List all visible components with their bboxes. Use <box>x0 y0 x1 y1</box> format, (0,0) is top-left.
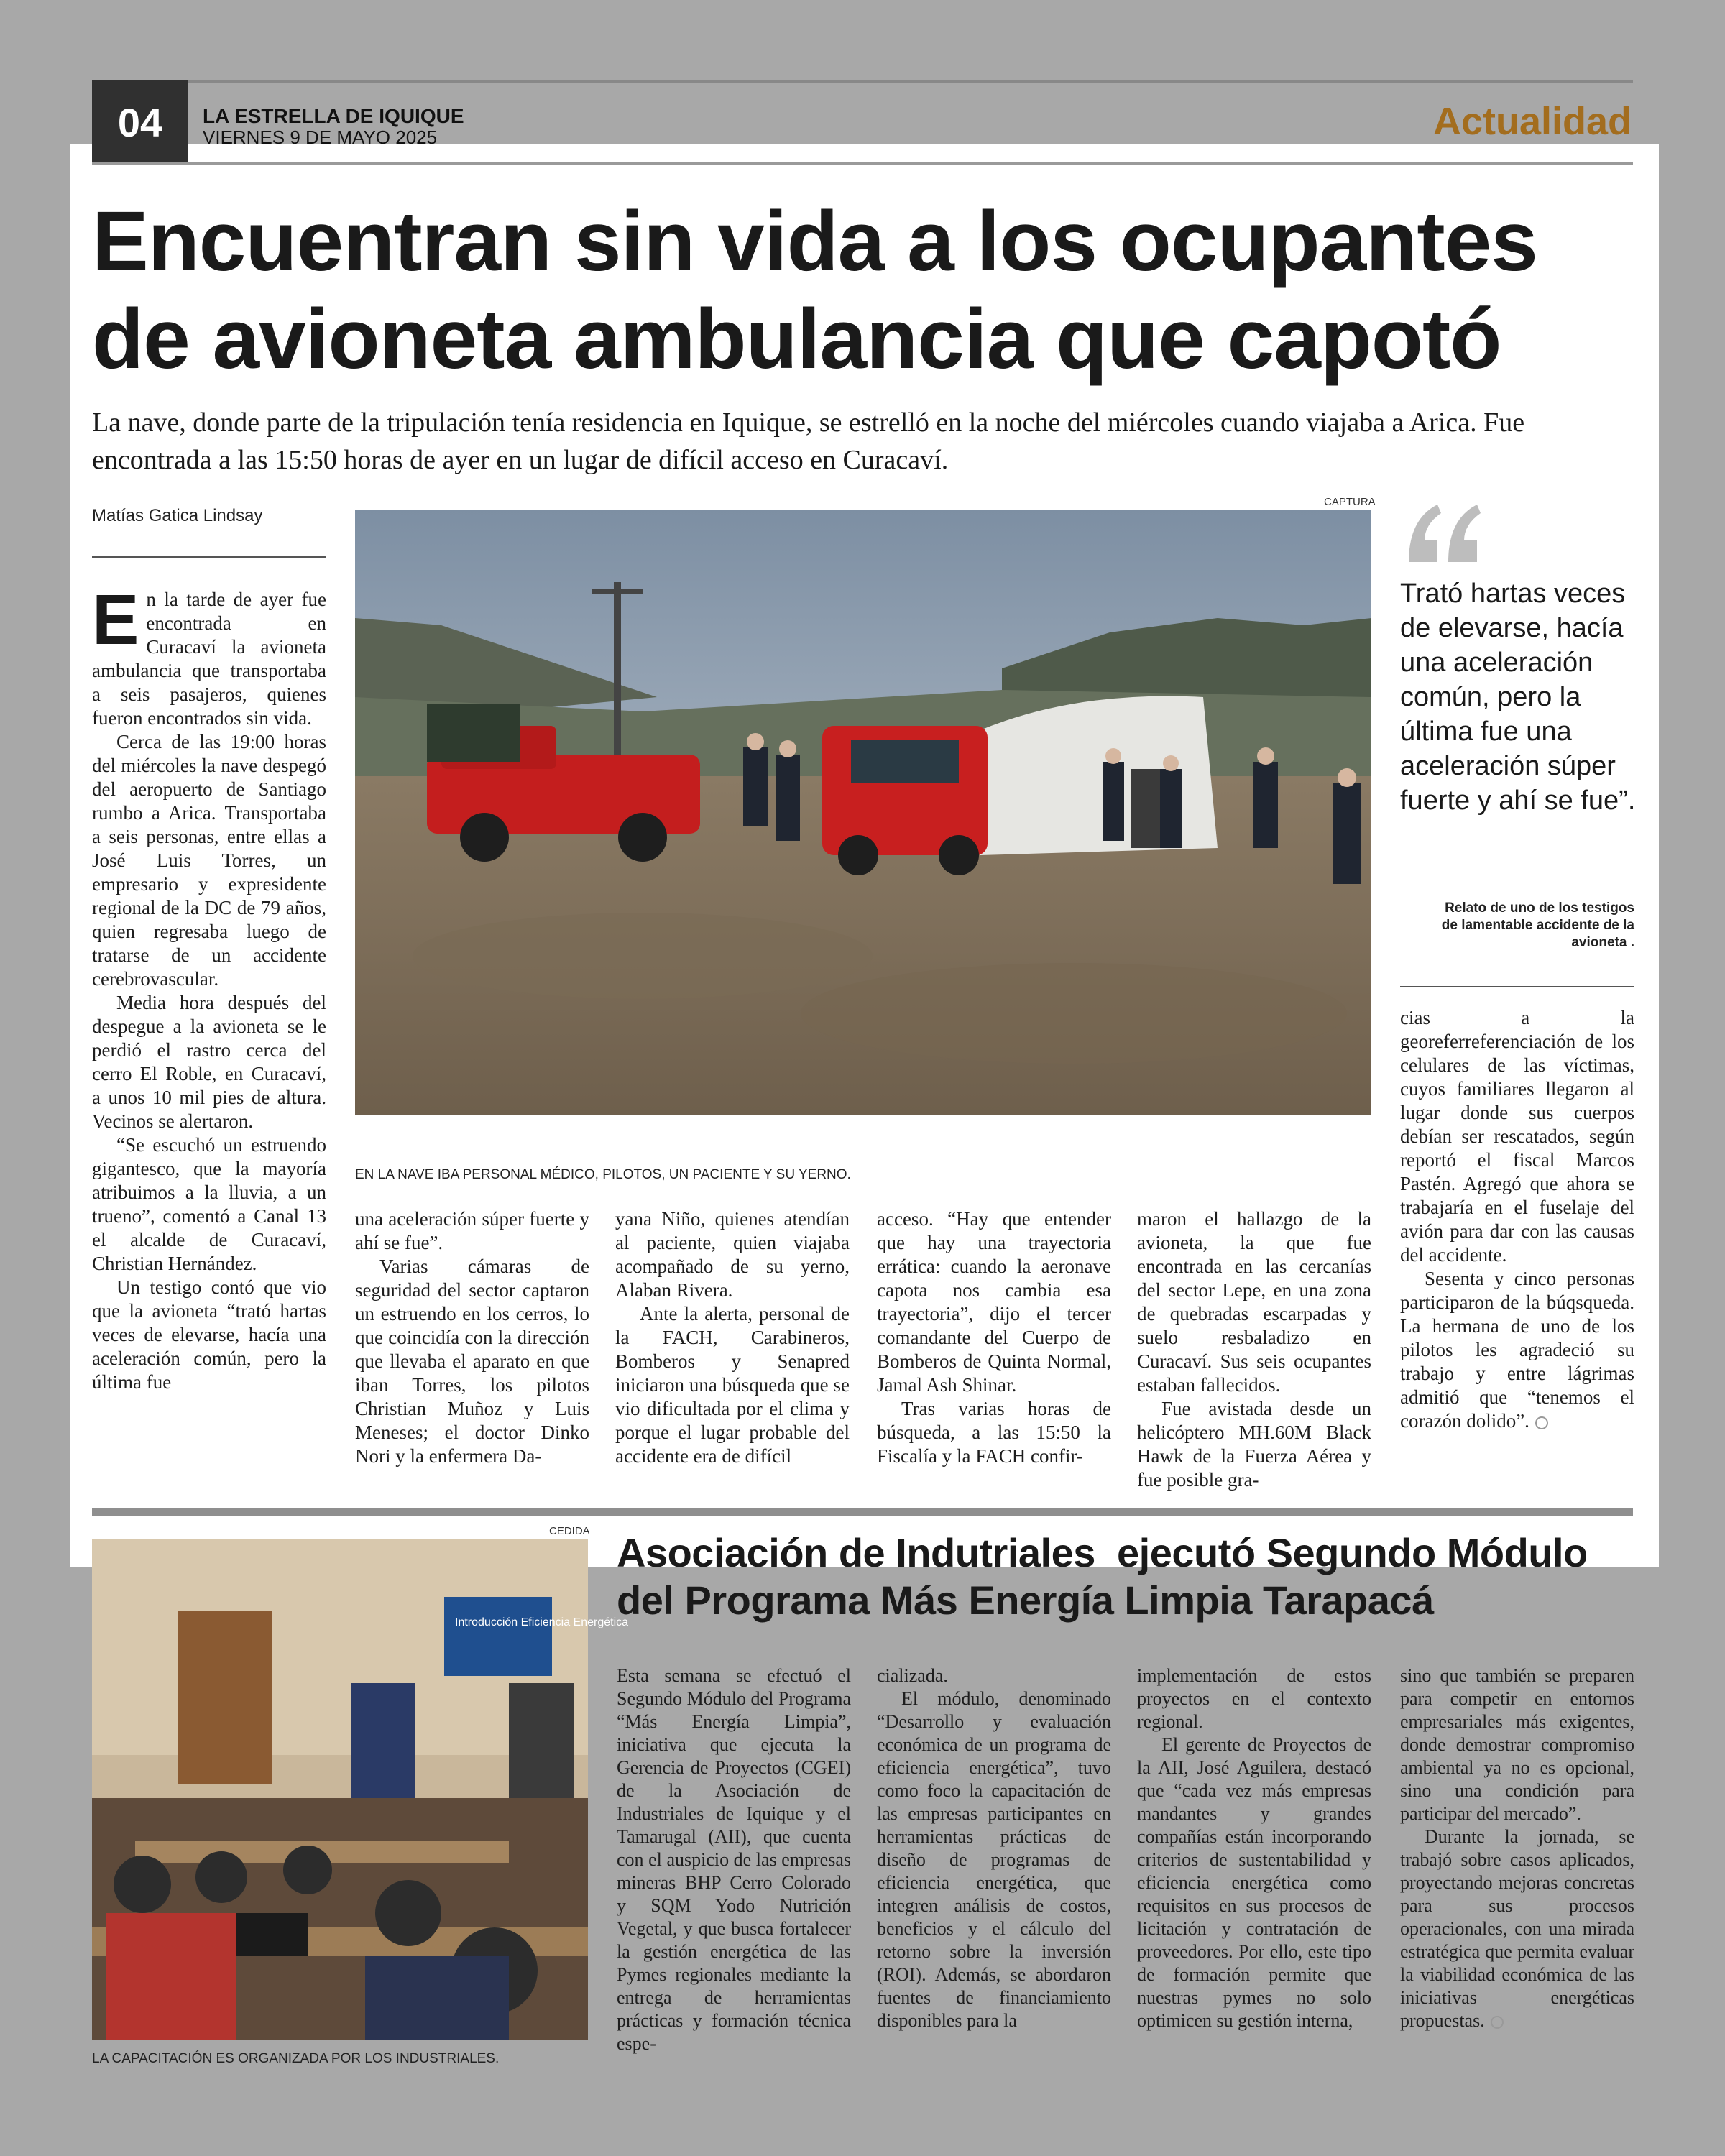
article2-column-1 <box>617 1664 851 2055</box>
paragraph: Cerca de las 19:00 horas del miércoles la nave despegó del aeropuerto de Santiago rumbo a Arica. Transportaba a seis personas, entre ellas a José Luis Torres, un empresario y expresidente regional de la DC de 79 años, quien regresaba luego de tratarse de un accidente cerebrovascular. <box>92 731 326 990</box>
article-column-5 <box>1137 1207 1371 1492</box>
issue-date: VIERNES 9 DE MAYO 2025 <box>203 126 438 148</box>
photo-credit-2: CEDIDA <box>549 1525 590 1537</box>
dropcap: E <box>92 580 139 659</box>
paragraph <box>1400 1267 1634 1433</box>
byline-rule <box>92 556 326 558</box>
top-rule <box>92 80 1633 83</box>
pull-quote-source: Relato de uno de los testigos de lamentable accidente de la avioneta . <box>1441 900 1634 950</box>
paragraph: Media hora después del despegue a la avioneta se le perdió el rastro cerca del cerro El Roble, en Curacaví, a unos 10 mil pies de altura. Vecinos se alertaron. <box>92 992 326 1132</box>
end-of-article-icon <box>1535 1416 1548 1429</box>
paragraph <box>1400 1825 1634 2032</box>
paragraph: cializada. <box>877 1665 948 1686</box>
paragraph: una aceleración súper fuerte y ahí se fue”. <box>355 1208 589 1253</box>
paragraph: maron el hallazgo de la avioneta, la que fue encontrada en las cercanías del sector Lepe, en una zona de quebradas escarpadas y suelo resbaladizo en Curacaví. Sus seis ocupantes estaban fallecidos. <box>1137 1208 1371 1396</box>
paper-name: LA ESTRELLA DE IQUIQUE <box>203 105 464 127</box>
page-number: 04 <box>92 80 188 164</box>
article2-column-4 <box>1400 1664 1634 2032</box>
paragraph: cias a la georeferreferenciación de los celulares de las víctimas, cuyos familiares llegaron al lugar donde sus cuerpos debían ser rescatados, según reportó el fiscal Marcos Pastén. Agregó que ahora se trabajaría en el fuselaje del avión para dar con las causas del accidente. <box>1400 1007 1634 1266</box>
paragraph: yana Niño, quienes atendían al paciente, quien viajaba acompañado de su yerno, Alaban Rivera. <box>615 1208 850 1301</box>
photo-caption-2: LA CAPACITACIÓN ES ORGANIZADA POR LOS INDUSTRIALES. <box>92 2051 500 2066</box>
paragraph: Tras varias horas de búsqueda, a las 15:50 la Fiscalía y la FACH confir- <box>877 1398 1111 1467</box>
paragraph-text: Sesenta y cinco personas participaron de la búqsqueda. La hermana de uno de los pilotos les agradeció su trabajo y entre lágrimas admitió que “tenemos el corazón dolido”. <box>1400 1268 1634 1432</box>
article2-column-2 <box>877 1664 1111 2032</box>
paragraph: acceso. “Hay que entender que hay una trayectoria errática: cuando la aeronave capota nos cambia esa trayectoria”, dijo el tercer comandante del Cuerpo de Bomberos de Quinta Normal, Jamal Ash Shinar. <box>877 1208 1111 1396</box>
paragraph: sino que también se preparen para competir en entornos empresariales más exigentes, donde demostrar compromiso ambiental ya no es opcional, sino una condición para participar del mercado”. <box>1400 1665 1634 1824</box>
headline-line-2: de avioneta ambulancia que capotó <box>92 292 1501 387</box>
screen-text: Introducción Eficiencia Energética <box>455 1616 629 1628</box>
article-column-1 <box>92 580 326 1394</box>
header-rule <box>92 162 1633 165</box>
headline-line-2: del Programa Más Energía Limpia Tarapacá <box>617 1577 1434 1623</box>
article2-column-3 <box>1137 1664 1371 2032</box>
paragraph-text: Durante la jornada, se trabajó sobre casos aplicados, proyectando mejoras concretas para sus procesos operacionales, con una mirada estratégica que permita evaluar la viabilidad económica de las iniciativas energéticas propuestas. <box>1400 1826 1634 2031</box>
pull-quote: Trató hartas veces de elevarse, hacía una aceleración común, pero la última fue una aceleración súper fuerte y ahí se fue”. <box>1400 579 1636 816</box>
pull-quote-rule <box>1400 986 1634 987</box>
article-column-3 <box>615 1207 850 1468</box>
paragraph: implementación de estos proyectos en el contexto regional. <box>1137 1665 1371 1732</box>
deck: La nave, donde parte de la tripulación tenía residencia en Iquique, se estrelló en la noche del miércoles cuando viajaba a Arica. Fue encontrada a las 15:50 horas de ayer en un lugar de difícil acceso en Curacaví. <box>92 407 1525 475</box>
paragraph: Varias cámaras de seguridad del sector captaron un estruendo en los cerros, lo que coincidía con la dirección que llevaba el aparato en que iban Torres, los pilotos Christian Muñoz y Luis Meneses; el doctor Dinko Nori y la enfermera Da- <box>355 1256 589 1467</box>
main-headline <box>92 193 1637 388</box>
secondary-headline <box>617 1529 1637 1624</box>
section-label: Actualidad <box>1432 100 1632 143</box>
paragraph: El gerente de Proyectos de la AII, José Aguilera, destacó que “cada vez más empresas mandantes y grandes compañías están incorporando criterios de sustentabilidad y eficiencia energética como requisitos en sus procesos de licitación y contratación de proveedores. Por ello, este tipo de formación permite que nuestras pymes no solo optimicen su gestión interna, <box>1137 1734 1371 2031</box>
article-column-2 <box>355 1207 589 1468</box>
quote-mark-icon <box>1402 497 1488 569</box>
photo-credit: CAPTURA <box>1324 496 1376 508</box>
training-session-photo <box>92 1539 629 2040</box>
paragraph: Un testigo contó que vio que la avioneta “trató hartas veces de elevarse, hacía una aceleración común, pero la última fue <box>92 1276 326 1393</box>
article-column-4 <box>877 1207 1111 1468</box>
headline-line-1: Encuentran sin vida a los ocupantes <box>92 194 1537 289</box>
section-divider <box>92 1508 1633 1516</box>
paragraph: Esta semana se efectuó el Segundo Módulo del Programa “Más Energía Limpia”, iniciativa que ejecuta la Gerencia de Proyectos (CGEI) de la Asociación de Industriales de Iquique y el Tamarugal (AII), que cuenta con el auspicio de las empresas mineras BHP Cerro Colorado y SQM Yodo Nutrición Vegetal, y que busca fortalecer la gestión energética de las Pymes regionales mediante la entrega de herramientas prácticas y formación técnica espe- <box>617 1665 851 2054</box>
paragraph: Ante la alerta, personal de la FACH, Carabineros, Bomberos y Senapred iniciaron una búsqueda que se vio dificultada por el clima y porque el lugar probable del accidente era de difícil <box>615 1303 850 1467</box>
paragraph: “Se escuchó un estruendo gigantesco, que la mayoría atribuimos a la lluvia, a un trueno”, comentó a Canal 13 el alcalde de Curacaví, Christian Hernández. <box>92 1134 326 1274</box>
masthead <box>203 106 464 147</box>
end-of-article-icon <box>1491 2016 1504 2029</box>
paragraph: El módulo, denominado “Desarrollo y evaluación económica de un programa de eficiencia energética”, tuvo como foco la capacitación de las empresas participantes en herramientas prácticas de diseño de programas de eficiencia energética, que integren análisis de costos, beneficios y el cálculo del retorno sobre la inversión (ROI). Además, se abordaron fuentes de financiamiento disponibles para la <box>877 1688 1111 2031</box>
byline: Matías Gatica Lindsay <box>92 506 263 525</box>
crash-site-photo <box>355 510 1371 1115</box>
paragraph: n la tarde de ayer fue encontrada en Curacaví la avioneta ambulancia que transportaba a seis pasajeros, quienes fueron encontrados sin vida. <box>92 589 326 729</box>
paragraph: Fue avistada desde un helicóptero MH.60M Black Hawk de la Fuerza Aérea y fue posible gra- <box>1137 1398 1371 1491</box>
headline-line-1: Asociación de Indutriales ejecutó Segundo Módulo <box>617 1530 1588 1575</box>
photo-caption: EN LA NAVE IBA PERSONAL MÉDICO, PILOTOS, UN PACIENTE Y SU YERNO. <box>355 1167 851 1182</box>
article-column-6 <box>1400 1006 1634 1433</box>
